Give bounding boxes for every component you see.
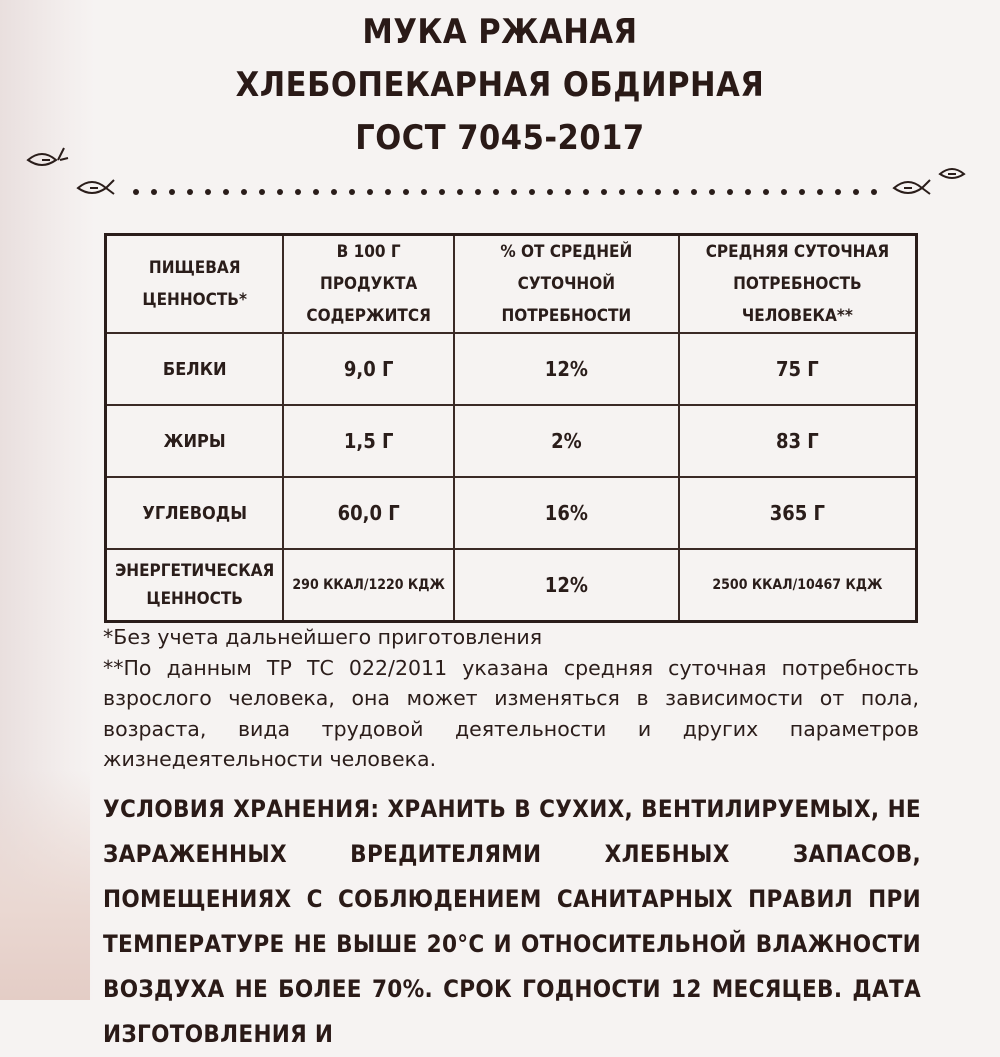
dotted-line [133, 189, 877, 195]
cell-daily: 75 Г [679, 333, 917, 405]
table-row [106, 405, 917, 477]
cell-amount: 9,0 Г [283, 333, 454, 405]
table-row [106, 333, 917, 405]
nutrition-table-wrapper [104, 233, 918, 609]
product-subtitle: ХЛЕБОПЕКАРНАЯ ОБДИРНАЯ [235, 65, 765, 105]
leaf-ornament-left-icon [28, 148, 114, 194]
cell-daily: 2500 ККАЛ/10467 КДЖ [679, 549, 917, 621]
header-nutritional-value: ПИЩЕВАЯ ЦЕННОСТЬ* [106, 235, 284, 334]
cell-amount: 290 ККАЛ/1220 КДЖ [283, 549, 454, 621]
product-title: МУКА РЖАНАЯ [362, 12, 638, 52]
cell-percent: 12% [454, 549, 679, 621]
cell-amount: 60,0 Г [283, 477, 454, 549]
cell-percent: 16% [454, 477, 679, 549]
cell-percent: 2% [454, 405, 679, 477]
leaf-ornament-right-icon [894, 169, 964, 194]
product-standard: ГОСТ 7045-2017 [355, 118, 645, 158]
cell-amount: 1,5 Г [283, 405, 454, 477]
table-row [106, 477, 917, 549]
header-per-100g: В 100 Г ПРОДУКТА СОДЕРЖИТСЯ [283, 235, 454, 334]
header-percent-daily: % ОТ СРЕДНЕЙ СУТОЧНОЙ ПОТРЕБНОСТИ [454, 235, 679, 334]
cell-daily: 83 Г [679, 405, 917, 477]
cell-daily: 365 Г [679, 477, 917, 549]
nutrition-table [104, 233, 918, 623]
cell-percent: 12% [454, 333, 679, 405]
cell-nutrient: ЭНЕРГЕТИЧЕСКАЯ ЦЕННОСТЬ [106, 549, 284, 621]
cell-nutrient: БЕЛКИ [106, 333, 284, 405]
storage-conditions: УСЛОВИЯ ХРАНЕНИЯ: ХРАНИТЬ В СУХИХ, ВЕНТИЛИРУЕМЫХ, НЕ ЗАРАЖЕННЫХ ВРЕДИТЕЛЯМИ ХЛЕБНЫХ ЗАПАСОВ, ПОМЕЩЕНИЯХ С СОБЛЮДЕНИЕМ САНИТАРНЫХ ПРАВИЛ ПРИ ТЕМПЕРАТУРЕ НЕ ВЫШЕ 20°С И ОТНОСИТЕЛЬНОЙ ВЛАЖНОСТИ ВОЗДУХА НЕ БОЛЕЕ 70%. СРОК ГОДНОСТИ 12 МЕСЯЦЕВ. ДАТА ИЗГОТОВЛЕНИЯ И [103, 795, 921, 1048]
table-header-row [106, 235, 917, 334]
footnote-preparation: *Без учета дальнейшего приготовления [103, 625, 543, 649]
decorative-divider [20, 140, 980, 220]
background-shade-bottom [0, 770, 90, 1000]
footnote-regulation: **По данным ТР ТС 022/2011 указана средняя суточная потребность взрослого человека, она может изменяться в зависимости от пола, возраста, вида трудовой деятельности и других параметров жизнедеятельности человека. [103, 655, 919, 771]
cell-nutrient: УГЛЕВОДЫ [106, 477, 284, 549]
footnotes [103, 622, 919, 775]
header-daily-requirement: СРЕДНЯЯ СУТОЧНАЯ ПОТРЕБНОСТЬ ЧЕЛОВЕКА** [679, 235, 917, 334]
cell-nutrient: ЖИРЫ [106, 405, 284, 477]
table-row [106, 549, 917, 621]
